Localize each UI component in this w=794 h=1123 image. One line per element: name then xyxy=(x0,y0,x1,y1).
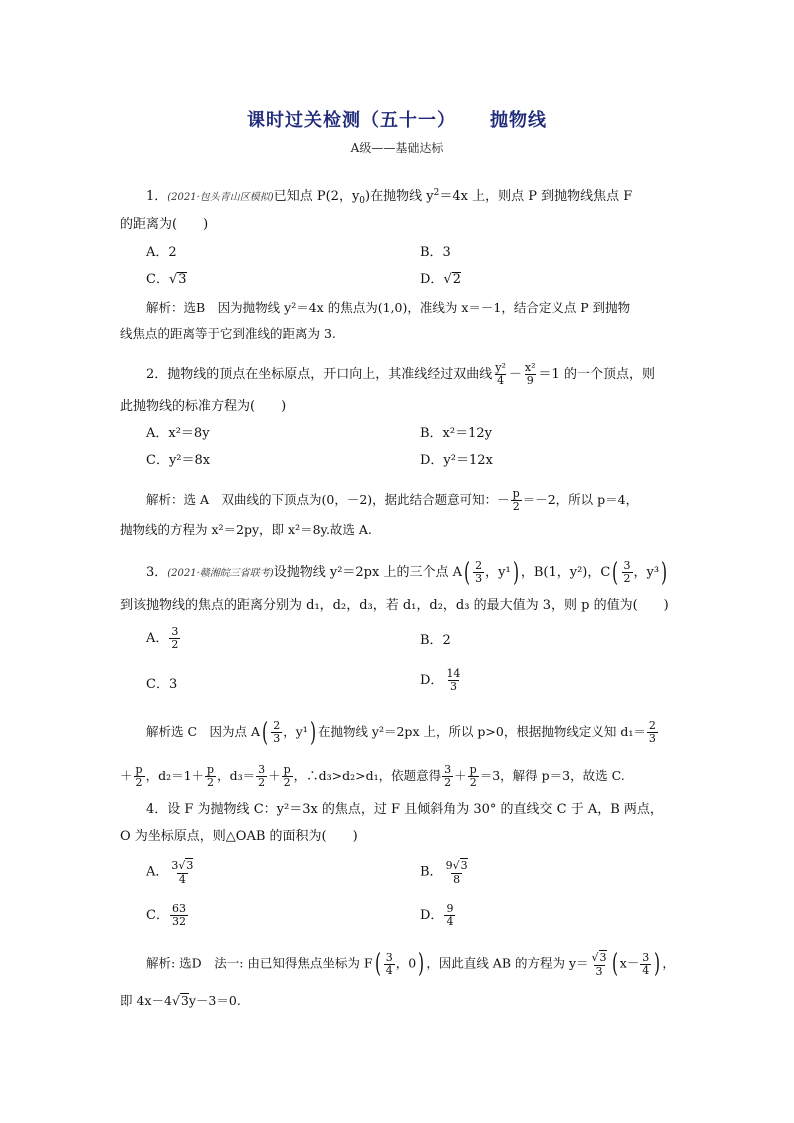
q2-option-a: A．x²＝8y xyxy=(146,426,210,441)
q4-option-d: D． $\frac{9}{4}$ xyxy=(420,902,454,928)
q2-option-c: C．y²＝8x xyxy=(146,453,211,468)
q3-solution-line1: 解析选 C 因为点 A( $\frac{2}{3}$ ，y¹) 在抛物线 y²＝2px 上，所以 p>0，根据抛物线定义知 d₁＝ $\frac{2}{3}$ xyxy=(146,717,656,748)
q3-solution-line2: ＋ $\frac{p}{2}$ ，d₂＝1＋ $\frac{p}{2}$ ，d₃＝ $\frac{3}{2}$ ＋ $\frac{p}{2}$ ，∴d₃>d₂>d₁，依题意得 $\frac{3}{2}$ ＋ $\frac{p}{2}$ ＝3，解得 p＝3，故选 C. xyxy=(120,763,625,789)
q2-option-b: B．x²＝12y xyxy=(420,426,492,441)
q1-option-a: A．2 xyxy=(146,245,177,260)
q3-option-b: B．2 xyxy=(420,633,451,648)
q1-solution-line1: 解析：选B 因为抛物线 y²＝4x 的焦点为(1,0)，准线为 x＝－1，结合定义点 P 到抛物 xyxy=(146,300,631,315)
q3-source: (2021·赣湘皖三省联考) xyxy=(167,568,274,579)
q4-stem-line1: 4．设 F 为抛物线 C：y²＝3x 的焦点，过 F 且倾斜角为 30° 的直线交 C 于 A，B 两点， xyxy=(146,802,663,817)
page-title xyxy=(0,106,794,132)
q2-option-d: D．y²＝12x xyxy=(420,453,493,468)
q2-solution-fraction: $\frac{p}{2}$ xyxy=(512,487,520,513)
q4-option-a: A． $\frac{3√3}{4}$ xyxy=(146,859,194,886)
q2-stem-line2: 此抛物线的标准方程为( ) xyxy=(120,399,287,414)
q3-stem: 3．(2021·赣湘皖三省联考)设抛物线 y²＝2px 上的三个点 A( $\frac{2}{3}$ ，y¹) ，B(1，y²)，C( $\frac{3}{2}$ ，y³) xyxy=(146,557,668,588)
q1-stem-line2: 的距离为( ) xyxy=(120,217,209,232)
section-subtitle: A级——基础达标 xyxy=(350,141,444,155)
q4-stem-line2: O 为坐标原点，则△OAB 的面积为( ) xyxy=(120,829,358,844)
q4-option-b: B． $\frac{9√3}{8}$ xyxy=(420,859,468,886)
q1-option-d: D．√2 xyxy=(420,272,462,287)
title-main: 课时过关检测（五十一） xyxy=(247,110,456,131)
q3-option-c: C．3 xyxy=(146,677,178,692)
q1-option-b: B．3 xyxy=(420,245,451,260)
title-topic: 抛物线 xyxy=(490,110,547,131)
q3-stem-line2: 到该抛物线的焦点的距离分别为 d₁，d₂，d₃，若 d₁，d₂，d₃ 的最大值为 3，则 p 的值为( ) xyxy=(120,598,669,613)
q2-stem: 2．抛物线的顶点在坐标原点，开口向上，其准线经过双曲线 $\frac{\text{y²}}{4}$ － $\frac{\text{x²}}{9}$ ＝1 的一个顶点，则 xyxy=(146,361,655,387)
q2-solution-line1: 解析：选 A 双曲线的下顶点为(0，－2)，据此结合题意可知：－ $\frac{p}{2}$ ＝－2，所以 p＝4， xyxy=(146,487,639,513)
q3-option-a: A． $\frac{3}{2}$ xyxy=(146,625,179,651)
q1-solution-line2: 线焦点的距离等于它到准线的距离为 3. xyxy=(120,326,336,341)
q2-solution-line2: 抛物线的方程为 x²＝2py，即 x²＝8y.故选 A. xyxy=(120,522,372,537)
q2-fraction-2: $\frac{\text{x²}}{9}$ xyxy=(524,361,536,387)
q4-option-c: C． $\frac{63}{32}$ xyxy=(146,902,186,928)
q1-source: (2021·包头青山区模拟) xyxy=(167,192,274,203)
q4-solution-line1: 解析: 选D 法一: 由已知得焦点坐标为 F( $\frac{3}{4}$ ，0) ，因此直线 AB 的方程为 y＝ $\frac{√3}{3}$ ( x－ $\frac{3}{4}$ ) ， xyxy=(146,949,675,979)
q3-option-d: D． $\frac{14}{3}$ xyxy=(420,667,461,693)
q1-stem: 1．(2021·包头青山区模拟)已知点 P(2，$y_0$)在抛物线 $y^2=4x$ 上，则点 P 到抛物线焦点 F xyxy=(146,188,633,206)
q2-fraction-1: $\frac{\text{y²}}{4}$ xyxy=(495,361,506,387)
q4-solution-line2: 即 4x－4√3y－3＝0. xyxy=(120,993,241,1008)
q1-option-c: C．√3 xyxy=(146,272,187,287)
